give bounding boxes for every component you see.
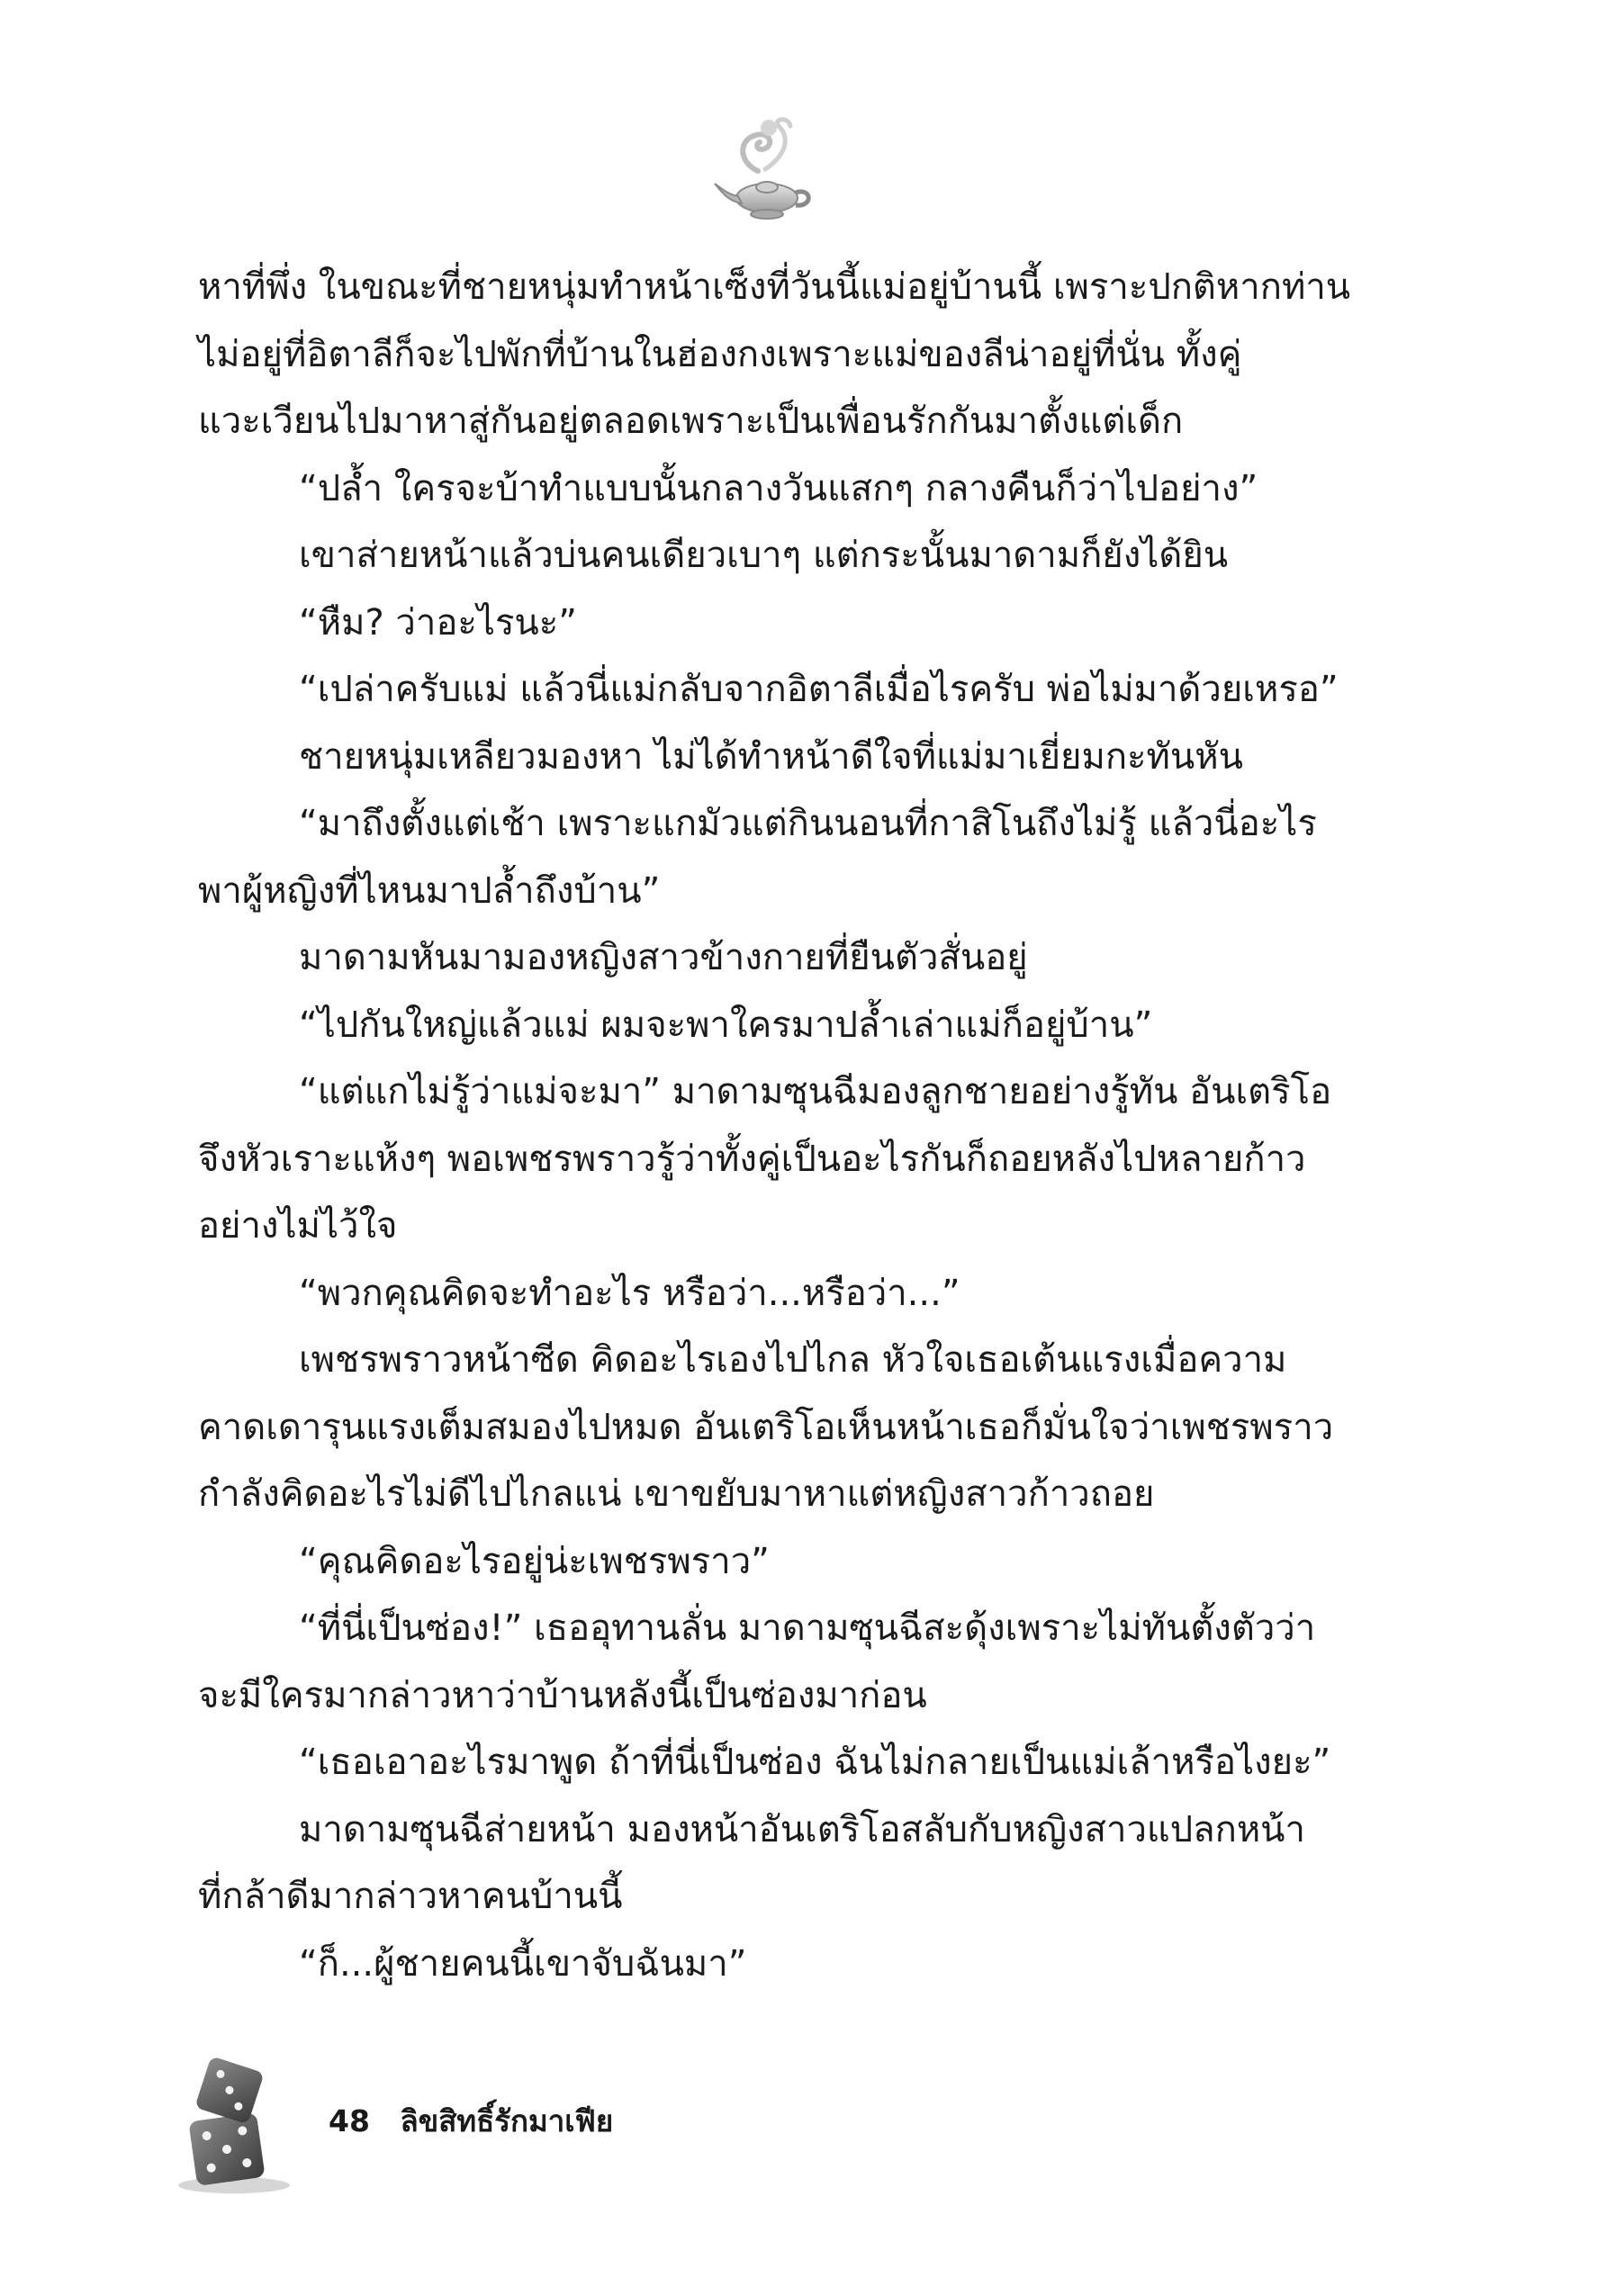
text-line: “คุณคิดอะไรอยู่น่ะเพชรพราว” bbox=[299, 1540, 770, 1582]
text-line: “มาถึงตั้งแต่เช้า เพราะแกมัวแต่กินนอนที่กาสิโนถึงไม่รู้ แล้วนี่อะไร bbox=[299, 803, 1317, 844]
text-line: “แต่แกไม่รู้ว่าแม่จะมา” มาดามซุนฉีมองลูกชายอย่างรู้ทัน อันเตริโอ bbox=[299, 1071, 1332, 1112]
text-line: กำลังคิดอะไรไม่ดีไปไกลแน่ เขาขยับมาหาแต่หญิงสาวก้าวถอย bbox=[198, 1473, 1155, 1515]
text-line: คาดเดารุนแรงเต็มสมองไปหมด อันเตริโอเห็นหน้าเธอก็มั่นใจว่าเพชรพราว bbox=[198, 1406, 1334, 1448]
page-number: 48 bbox=[329, 2103, 370, 2138]
text-line: “พวกคุณคิดจะทำอะไร หรือว่า...หรือว่า...” bbox=[299, 1272, 960, 1314]
text-line: “ก็...ผู้ชายคนนี้เขาจับฉันมา” bbox=[299, 1942, 747, 1985]
text-line: “หืม? ว่าอะไรนะ” bbox=[299, 601, 577, 644]
body-text bbox=[198, 254, 1386, 1997]
text-line: ที่กล้าดีมากล่าวหาคนบ้านนี้ bbox=[198, 1876, 623, 1917]
text-line: “ไปกันใหญ่แล้วแม่ ผมจะพาใครมาปล้ำเล่าแม่ก็อยู่บ้าน” bbox=[299, 1004, 1153, 1046]
text-line: มาดามหันมามองหญิงสาวข้างกายที่ยืนตัวสั่นอยู่ bbox=[299, 937, 1028, 978]
text-line: “ที่นี่เป็นซ่อง!” เธออุทานลั่น มาดามซุนฉีสะดุ้งเพราะไม่ทันตั้งตัวว่า bbox=[299, 1607, 1316, 1649]
text-line: “ปล้ำ ใครจะบ้าทำแบบนั้นกลางวันแสกๆ กลางคืนก็ว่าไปอย่าง” bbox=[299, 467, 1258, 509]
text-line: ชายหนุ่มเหลียวมองหา ไม่ได้ทำหน้าดีใจที่แม่มาเยี่ยมกะทันหัน bbox=[299, 735, 1243, 778]
genie-lamp-icon bbox=[702, 108, 828, 234]
text-line: อย่างไม่ไว้ใจ bbox=[198, 1205, 398, 1247]
text-line: แวะเวียนไปมาหาสู่กันอยู่ตลอดเพราะเป็นเพื่อนรักกันมาตั้งแต่เด็ก bbox=[198, 401, 1184, 442]
text-line: ไม่อยู่ที่อิตาลีก็จะไปพักที่บ้านในฮ่องกงเพราะแม่ของลีน่าอยู่ที่นั่น ทั้งคู่ bbox=[198, 333, 1242, 375]
text-line: หาที่พึ่ง ในขณะที่ชายหนุ่มทำหน้าเซ็งที่วันนี้แม่อยู่บ้านนี้ เพราะปกติหากท่าน bbox=[198, 266, 1351, 308]
text-line: พาผู้หญิงที่ไหนมาปล้ำถึงบ้าน” bbox=[198, 869, 661, 912]
text-line: มาดามซุนฉีส่ายหน้า มองหน้าอันเตริโอสลับกับหญิงสาวแปลกหน้า bbox=[299, 1808, 1305, 1850]
text-line: เพชรพราวหน้าซีด คิดอะไรเองไปไกล หัวใจเธอเต้นแรงเมื่อความ bbox=[299, 1339, 1287, 1381]
dice-icon bbox=[162, 2052, 297, 2196]
text-line: “เธอเอาอะไรมาพูด ถ้าที่นี่เป็นซ่อง ฉันไม่กลายเป็นแม่เล้าหรือไงยะ” bbox=[299, 1742, 1331, 1783]
text-line: เขาส่ายหน้าแล้วบ่นคนเดียวเบาๆ แต่กระนั้นมาดามก็ยังได้ยิน bbox=[299, 535, 1229, 576]
text-line: “เปล่าครับแม่ แล้วนี่แม่กลับจากอิตาลีเมื่อไรครับ พ่อไม่มาด้วยเหรอ” bbox=[299, 669, 1339, 710]
text-line: จะมีใครมากล่าวหาว่าบ้านหลังนี้เป็นซ่องมาก่อน bbox=[198, 1674, 927, 1716]
book-title: ลิขสิทธิ์รักมาเฟีย bbox=[400, 2103, 614, 2138]
text-line: จึงหัวเราะแห้งๆ พอเพชรพราวรู้ว่าทั้งคู่เป็นอะไรกันก็ถอยหลังไปหลายก้าว bbox=[198, 1138, 1306, 1180]
page-footer bbox=[329, 2097, 613, 2145]
